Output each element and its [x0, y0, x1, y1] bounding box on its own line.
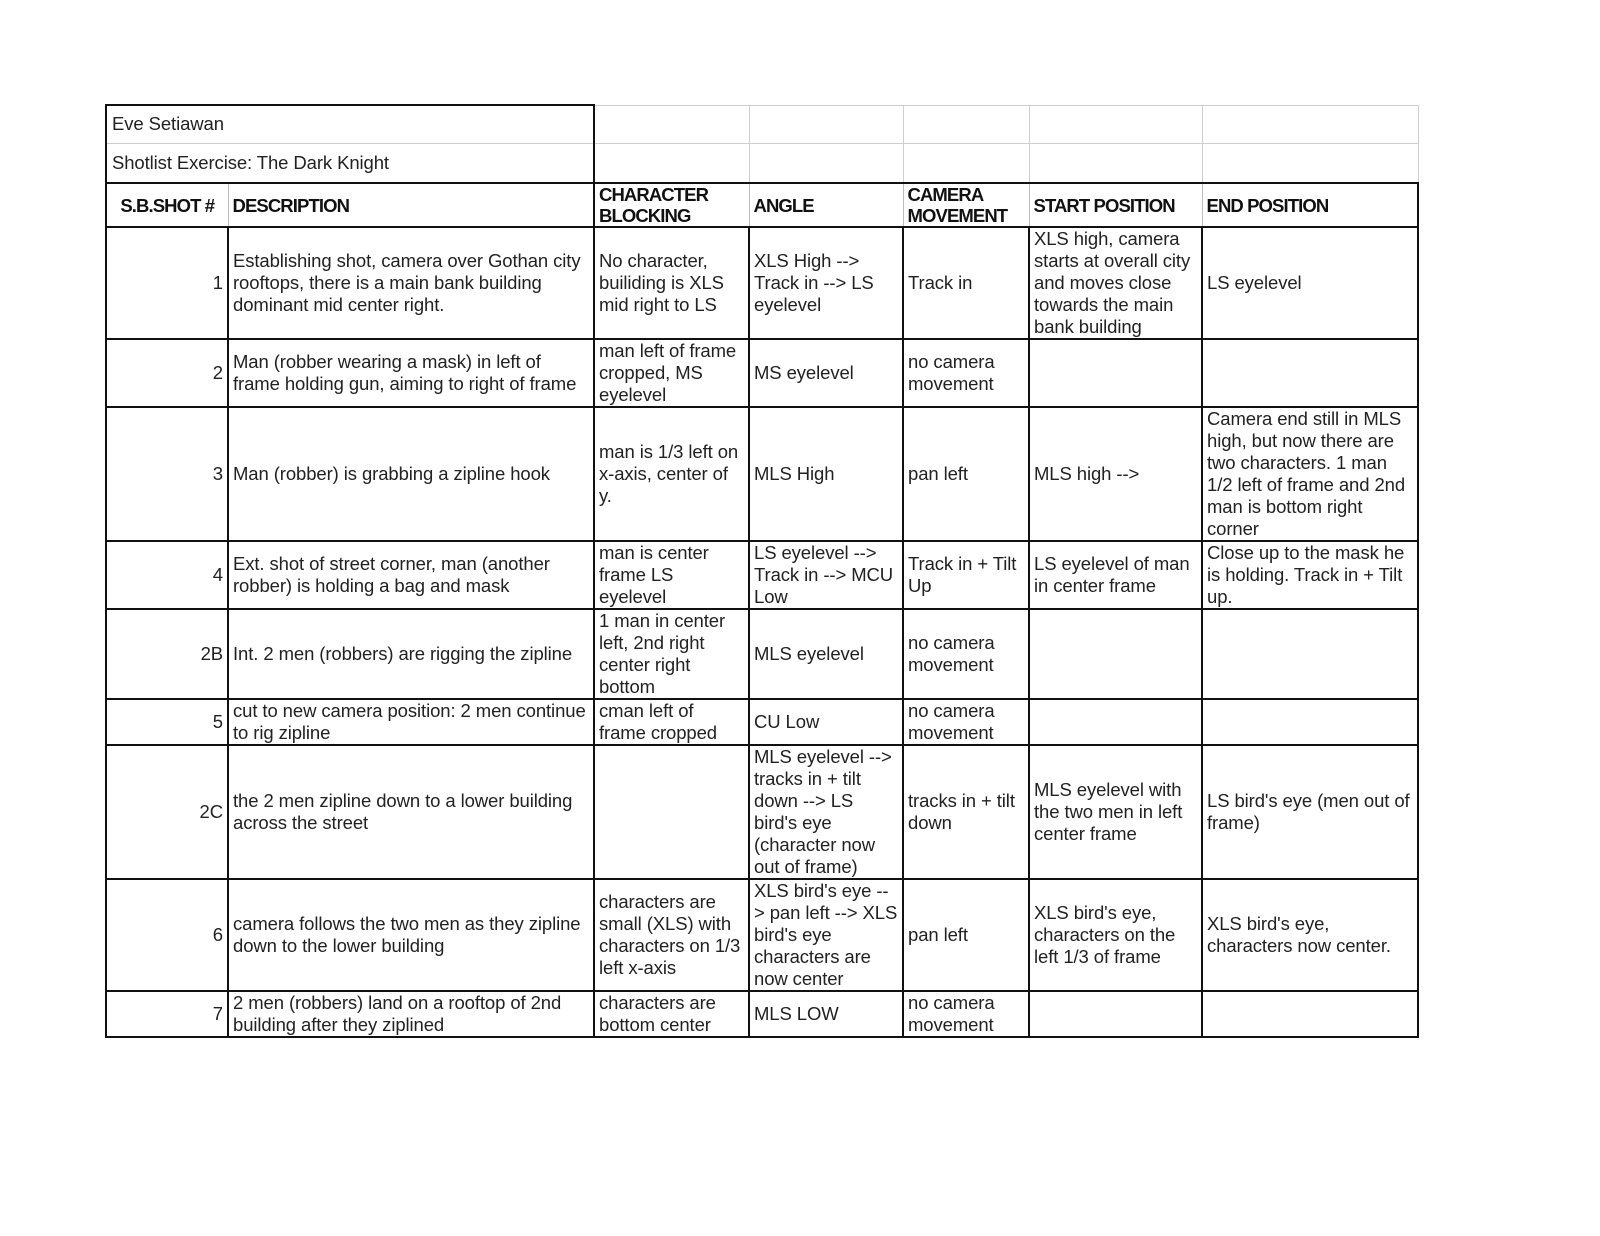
- end-position-cell: [1202, 699, 1418, 745]
- blocking-cell: man is center frame LS eyelevel: [594, 541, 749, 609]
- blocking-cell: man left of frame cropped, MS eyelevel: [594, 339, 749, 407]
- angle-cell: MLS eyelevel: [749, 609, 903, 699]
- movement-cell: Track in: [903, 227, 1029, 339]
- blocking-cell: cman left of frame cropped: [594, 699, 749, 745]
- header-camera-movement: CAMERA MOVEMENT: [903, 183, 1029, 227]
- start-position-cell: XLS bird's eye, characters on the left 1/3 of frame: [1029, 879, 1202, 991]
- start-position-cell: [1029, 609, 1202, 699]
- blocking-cell: [594, 745, 749, 879]
- angle-cell: MS eyelevel: [749, 339, 903, 407]
- start-position-cell: MLS high -->: [1029, 407, 1202, 541]
- movement-cell: Track in + Tilt Up: [903, 541, 1029, 609]
- table-row: [106, 227, 1418, 339]
- end-position-cell: XLS bird's eye, characters now center.: [1202, 879, 1418, 991]
- table-row: [106, 541, 1418, 609]
- description-cell: Establishing shot, camera over Gothan city rooftops, there is a main bank building dominant mid center right.: [228, 227, 594, 339]
- start-position-cell: LS eyelevel of man in center frame: [1029, 541, 1202, 609]
- blocking-cell: 1 man in center left, 2nd right center right bottom: [594, 609, 749, 699]
- header-start-position: START POSITION: [1029, 183, 1202, 227]
- description-cell: 2 men (robbers) land on a rooftop of 2nd building after they ziplined: [228, 991, 594, 1037]
- end-position-cell: Close up to the mask he is holding. Track in + Tilt up.: [1202, 541, 1418, 609]
- document-title: Shotlist Exercise: The Dark Knight: [106, 143, 594, 183]
- movement-cell: no camera movement: [903, 339, 1029, 407]
- end-position-cell: LS eyelevel: [1202, 227, 1418, 339]
- shot-number: 2: [106, 339, 228, 407]
- start-position-cell: [1029, 991, 1202, 1037]
- start-position-cell: MLS eyelevel with the two men in left center frame: [1029, 745, 1202, 879]
- description-cell: Man (robber wearing a mask) in left of frame holding gun, aiming to right of frame: [228, 339, 594, 407]
- angle-cell: XLS bird's eye --> pan left --> XLS bird's eye characters are now center: [749, 879, 903, 991]
- empty-cell: [749, 105, 903, 143]
- table-row: [106, 879, 1418, 991]
- header-shot-number: S.B.SHOT #: [106, 183, 228, 227]
- table-row: [106, 745, 1418, 879]
- movement-cell: pan left: [903, 879, 1029, 991]
- empty-cell: [1029, 105, 1202, 143]
- description-cell: the 2 men zipline down to a lower building across the street: [228, 745, 594, 879]
- empty-cell: [1202, 105, 1418, 143]
- description-cell: Man (robber) is grabbing a zipline hook: [228, 407, 594, 541]
- description-cell: Int. 2 men (robbers) are rigging the zipline: [228, 609, 594, 699]
- blocking-cell: man is 1/3 left on x-axis, center of y.: [594, 407, 749, 541]
- blocking-cell: characters are small (XLS) with characters on 1/3 left x-axis: [594, 879, 749, 991]
- shot-number: 7: [106, 991, 228, 1037]
- end-position-cell: [1202, 339, 1418, 407]
- empty-cell: [903, 143, 1029, 183]
- angle-cell: CU Low: [749, 699, 903, 745]
- shot-number: 1: [106, 227, 228, 339]
- header-character-blocking: CHARACTER BLOCKING: [594, 183, 749, 227]
- end-position-cell: LS bird's eye (men out of frame): [1202, 745, 1418, 879]
- shot-number: 2B: [106, 609, 228, 699]
- start-position-cell: [1029, 699, 1202, 745]
- shot-number: 5: [106, 699, 228, 745]
- header-angle: ANGLE: [749, 183, 903, 227]
- angle-cell: MLS High: [749, 407, 903, 541]
- end-position-cell: Camera end still in MLS high, but now there are two characters. 1 man 1/2 left of frame and 2nd man is bottom right corner: [1202, 407, 1418, 541]
- end-position-cell: [1202, 991, 1418, 1037]
- angle-cell: LS eyelevel --> Track in --> MCU Low: [749, 541, 903, 609]
- shot-number: 3: [106, 407, 228, 541]
- start-position-cell: XLS high, camera starts at overall city and moves close towards the main bank building: [1029, 227, 1202, 339]
- empty-cell: [1029, 143, 1202, 183]
- end-position-cell: [1202, 609, 1418, 699]
- table-row: [106, 609, 1418, 699]
- start-position-cell: [1029, 339, 1202, 407]
- shot-number: 2C: [106, 745, 228, 879]
- empty-cell: [594, 105, 749, 143]
- blocking-cell: No character, builiding is XLS mid right to LS: [594, 227, 749, 339]
- movement-cell: no camera movement: [903, 991, 1029, 1037]
- shotlist-table: [105, 104, 1419, 1038]
- table-row: [106, 407, 1418, 541]
- movement-cell: no camera movement: [903, 609, 1029, 699]
- description-cell: Ext. shot of street corner, man (another robber) is holding a bag and mask: [228, 541, 594, 609]
- movement-cell: pan left: [903, 407, 1029, 541]
- header-description: DESCRIPTION: [228, 183, 594, 227]
- empty-cell: [1202, 143, 1418, 183]
- author-row: [106, 105, 1418, 143]
- table-row: [106, 339, 1418, 407]
- shot-number: 6: [106, 879, 228, 991]
- empty-cell: [594, 143, 749, 183]
- angle-cell: MLS eyelevel --> tracks in + tilt down --> LS bird's eye (character now out of frame): [749, 745, 903, 879]
- table-row: [106, 699, 1418, 745]
- empty-cell: [903, 105, 1029, 143]
- header-end-position: END POSITION: [1202, 183, 1418, 227]
- title-row: [106, 143, 1418, 183]
- movement-cell: tracks in + tilt down: [903, 745, 1029, 879]
- table-row: [106, 991, 1418, 1037]
- author-name: Eve Setiawan: [106, 105, 594, 143]
- description-cell: cut to new camera position: 2 men continue to rig zipline: [228, 699, 594, 745]
- description-cell: camera follows the two men as they zipline down to the lower building: [228, 879, 594, 991]
- empty-cell: [749, 143, 903, 183]
- angle-cell: XLS High --> Track in --> LS eyelevel: [749, 227, 903, 339]
- angle-cell: MLS LOW: [749, 991, 903, 1037]
- movement-cell: no camera movement: [903, 699, 1029, 745]
- shot-number: 4: [106, 541, 228, 609]
- column-header-row: [106, 183, 1418, 227]
- blocking-cell: characters are bottom center: [594, 991, 749, 1037]
